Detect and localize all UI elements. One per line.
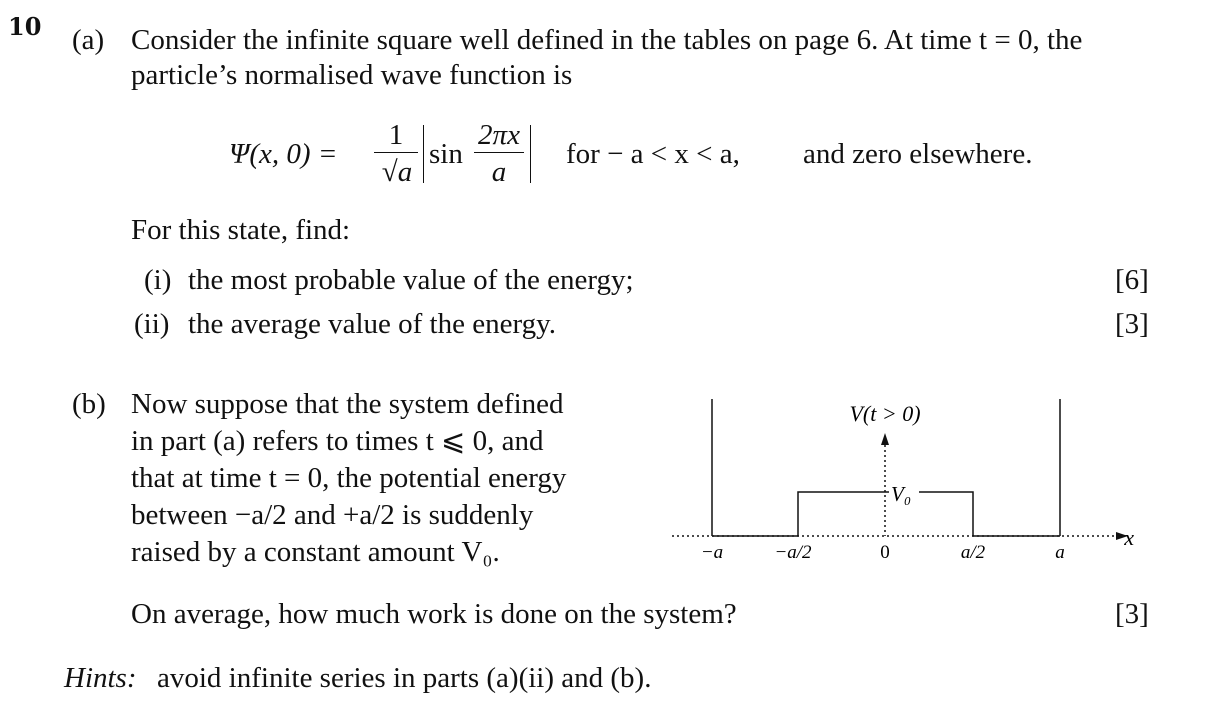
axis-label-x: x [1124, 525, 1134, 550]
part-b-line: between −a/2 and +a/2 is suddenly [131, 499, 534, 531]
v-axis-arrowhead [881, 433, 889, 445]
tick-label: −a [700, 542, 724, 563]
part-b-label: (b) [72, 388, 106, 420]
abs-bar-right [530, 125, 531, 183]
part-a-label: (a) [72, 24, 105, 56]
tick-label: a/2 [960, 542, 986, 563]
equation-tail: and zero elsewhere. [803, 138, 1033, 170]
part-a-intro-line2: particle’s normalised wave function is [131, 59, 573, 91]
tick-label: 0 [880, 542, 890, 563]
equation-condition: for − a < x < a, [566, 138, 740, 170]
part-b-line: in part (a) refers to times t ⩽ 0, and [131, 425, 544, 457]
frac2-numerator: 2πx [478, 119, 520, 151]
potential-profile [712, 492, 1060, 536]
frac2-bar [474, 152, 524, 153]
part-a-prompt: For this state, find: [131, 214, 351, 246]
part-b-line: that at time t = 0, the potential energy [131, 462, 567, 494]
part-b-question: On average, how much work is done on the system? [131, 598, 737, 630]
equation-lhs: Ψ(x, 0) = [229, 138, 338, 170]
frac1-numerator: 1 [388, 119, 404, 151]
potential-well-diagram [660, 385, 1134, 575]
part-b-marks: [3] [1115, 598, 1149, 630]
abs-bar-left [423, 125, 424, 183]
question-number: 10 [8, 12, 42, 41]
item-i-label: (i) [144, 264, 172, 296]
part-b-line: Now suppose that the system defined [131, 388, 564, 420]
item-i-marks: [6] [1115, 264, 1149, 296]
hints-text: avoid infinite series in parts (a)(ii) and (b). [157, 662, 652, 694]
item-i-text: the most probable value of the energy; [188, 264, 634, 296]
tick-label: −a/2 [774, 542, 812, 563]
item-ii-label: (ii) [134, 308, 170, 340]
part-a-intro-line1: Consider the infinite square well defined in the tables on page 6. At time t = 0, the [131, 24, 1083, 56]
item-ii-text: the average value of the energy. [188, 308, 556, 340]
frac1-bar [374, 152, 418, 153]
sin-function: sin [429, 138, 463, 170]
tick-label: a [1055, 542, 1065, 563]
potential-title: V(t > 0) [849, 401, 921, 426]
step-label: V₀ [891, 482, 912, 506]
hints-label: Hints: [64, 662, 137, 694]
frac1-denominator: √a [381, 156, 413, 188]
frac2-denominator: a [491, 156, 507, 188]
part-b-line: raised by a constant amount V₀. [131, 536, 500, 568]
item-ii-marks: [3] [1115, 308, 1149, 340]
